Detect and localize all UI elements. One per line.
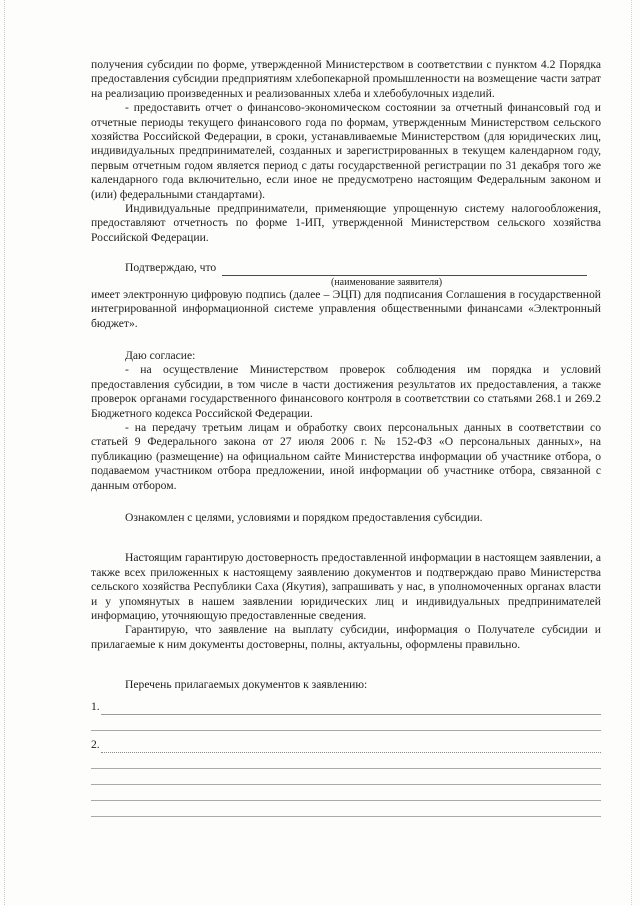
paragraph-acknowledged: Ознакомлен с целями, условиями и порядком предоставления субсидии. <box>125 510 483 524</box>
document-entry-blank[interactable] <box>91 785 601 801</box>
applicant-name-caption: (наименование заявителя) <box>331 276 443 288</box>
confirm-label: Подтверждаю, что <box>125 261 217 275</box>
paragraph-guarantee-documents: Гарантирую, что заявление на выплату субсидии, информация о Получателе субсидии и прилагаемые к ним документы достоверны, полны, актуальны, оформлены правильно. <box>91 623 601 651</box>
paragraph-financial-report: - предоставить отчет о финансово-экономическом состоянии за отчетный финансовый год и отчетные периоды текущего финансового года по формам, утвержденным Министерством сельского хозяйства Российской Федерации, в сроки, устанавливаемые Министерством (для юридических лиц, индивидуальных предпринимателей, созданных и зарегистрированных в текущем календарном году, первым отчетным годом является период с даты государственной регистрации по 31 декабря того же календарного года включительно, если иное не предусмотрено настоящим Федеральным законом и (или) федеральными стандартами). <box>91 101 601 201</box>
consent-heading: Даю согласие: <box>125 348 196 362</box>
documents-list-heading: Перечень прилагаемых документов к заявлению: <box>125 678 368 692</box>
documents-list-number: 2. <box>91 738 100 752</box>
paragraph-consent-inspections: - на осуществление Министерством проверок соблюдения им порядка и условий предоставления субсидии, в том числе в части достижения результатов их предоставления, а также проверок органами государственного финансового контроля в соответствии со статьями 268.1 и 269.2 Бюджетного кодекса Российской Федерации. <box>91 363 601 420</box>
document-entry-blank[interactable] <box>91 715 601 731</box>
document-entry-blank[interactable] <box>101 702 601 715</box>
applicant-name-blank[interactable] <box>222 264 587 276</box>
document-entry-blank[interactable] <box>91 753 601 769</box>
document-entry-blank[interactable] <box>91 801 601 817</box>
documents-list-item <box>91 693 601 715</box>
paragraph-guarantee-accuracy: Настоящим гарантирую достоверность предоставленной информации в настоящем заявлении, а также всех приложенных к настоящему заявлению документов и подтверждаю право Министерства сельского хозяйства Республики Саха (Якутия), запрашивать у нас, в уполномоченных органах власти и у упомянутых в нашем заявлении юридических лиц и индивидуальных предпринимателей информацию, уточняющую предоставленные сведения. <box>91 551 601 622</box>
document-entry-blank[interactable] <box>91 769 601 785</box>
paragraph-individual-entrepreneurs: Индивидуальные предприниматели, применяющие упрощенную систему налогообложения, предоставляют отчетность по форме 1-ИП, утвержденной Министерством сельского хозяйства Российской Федерации. <box>91 202 601 244</box>
document-body <box>91 58 601 817</box>
confirm-row <box>91 261 601 275</box>
paragraph-consent-personal-data: - на передачу третьим лицам и обработку своих персональных данных в соответствии со статьей 9 Федерального закона от 27 июля 2006 г. № 152-ФЗ «О персональных данных», на публикацию (размещение) на официальном сайте Министерства информации об участнике отбора, о подаваемом участником отбора предложении, иной информации об участнике отбора, связанной с данным отбором. <box>91 420 601 492</box>
paragraph-subsidy-form: получения субсидии по форме, утвержденной Министерством в соответствии с пунктом 4.2 Порядка предоставления субсидии предприятиям хлебопекарной промышленности на возмещение части затрат на реализацию произведенных и реализованных хлеба и хлебобулочных изделий. <box>91 58 601 100</box>
paragraph-digital-signature: имеет электронную цифровую подпись (далее – ЭЦП) для подписания Соглашения в государственной интегрированной информационной системе управления общественными финансами «Электронный бюджет». <box>91 287 601 330</box>
document-entry-blank[interactable] <box>101 740 601 753</box>
documents-list-item <box>91 731 601 753</box>
scan-edge-right <box>631 0 633 905</box>
documents-list-number: 1. <box>91 700 100 714</box>
scan-edge-left <box>4 0 6 905</box>
